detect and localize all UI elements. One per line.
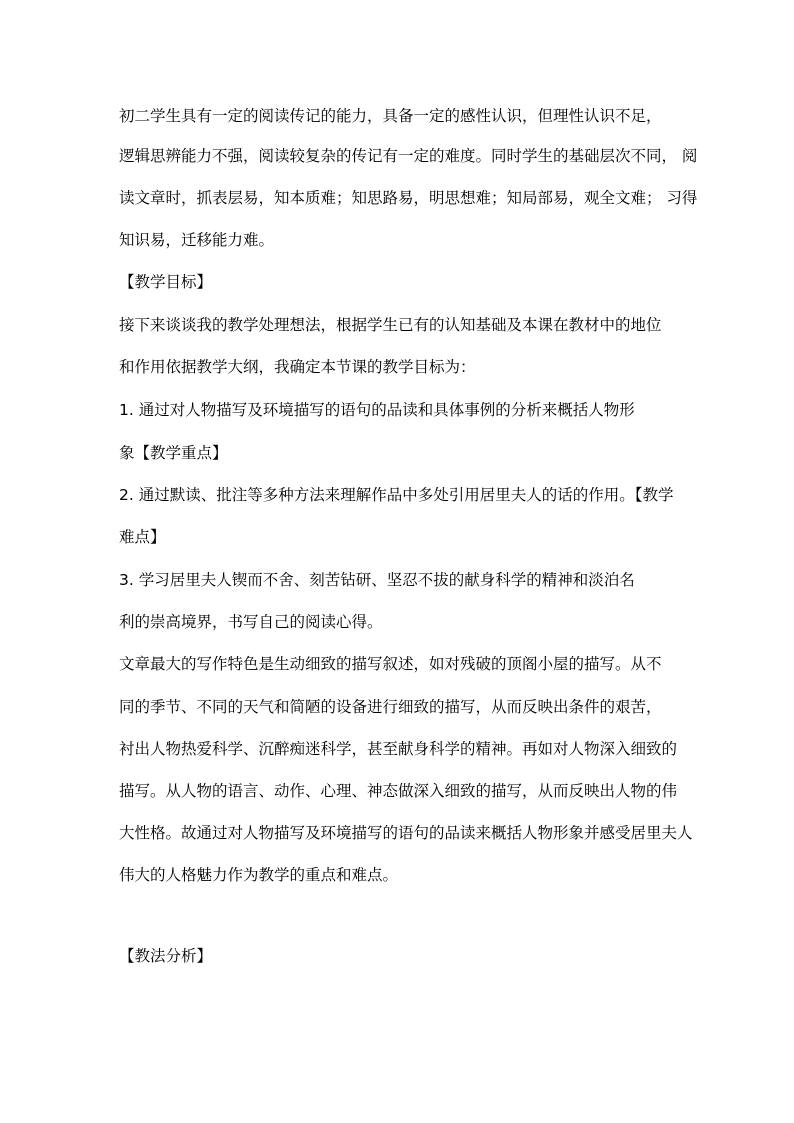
paragraph-line: 逻辑思辨能力不强，阅读较复杂的传记有一定的难度。同时学生的基础层次不同， 阅 [119,147,698,165]
paragraph-line: 和作用依据教学大纲，我确定本节课的教学目标为： [119,358,476,376]
paragraph-line: 衬出人物热爱科学、沉醉痴迷科学，甚至献身科学的精神。再如对人物深入细致的 [119,740,678,758]
section-heading-methods: 【教法分析】 [119,947,213,965]
list-item-1: 1. 通过对人物描写及环境描写的语句的品读和具体事例的分析来概括人物形 [119,401,635,419]
paragraph-line: 大性格。故通过对人物描写及环境描写的语句的品读来概括人物形象并感受居里夫人 [119,824,693,842]
list-item-3: 3. 学习居里夫人锲而不舍、刻苦钻研、坚忍不拔的献身科学的精神和淡泊名 [119,571,635,589]
paragraph-line: 同的季节、不同的天气和简陋的设备进行细致的描写，从而反映出条件的艰苦， [119,698,662,716]
paragraph-line: 读文章时，抓表层易，知本质难；知思路易，明思想难；知局部易，观全文难； 习得 [119,189,698,207]
paragraph-line: 伟大的人格魅力作为教学的重点和难点。 [119,866,399,884]
paragraph-line: 知识易，迁移能力难。 [119,231,275,249]
list-item-2: 2. 通过默读、批注等多种方法来理解作品中多处引用居里夫人的话的作用。【教学 [119,486,674,504]
paragraph-line: 接下来谈谈我的教学处理想法，根据学生已有的认知基础及本课在教材中的地位 [119,316,662,334]
section-heading-objectives: 【教学目标】 [119,273,213,291]
paragraph-line: 初二学生具有一定的阅读传记的能力，具备一定的感性认识，但理性认识不足， [119,107,662,125]
list-item-2-continued: 难点】 [119,528,166,546]
paragraph-line: 文章最大的写作特色是生动细致的描写叙述，如对残破的顶阁小屋的描写。从不 [119,655,662,673]
list-item-1-continued: 象【教学重点】 [119,444,228,462]
list-item-3-continued: 利的崇高境界，书写自己的阅读心得。 [119,613,383,631]
paragraph-line: 描写。从人物的语言、动作、心理、神态做深入细致的描写，从而反映出人物的伟 [119,782,678,800]
